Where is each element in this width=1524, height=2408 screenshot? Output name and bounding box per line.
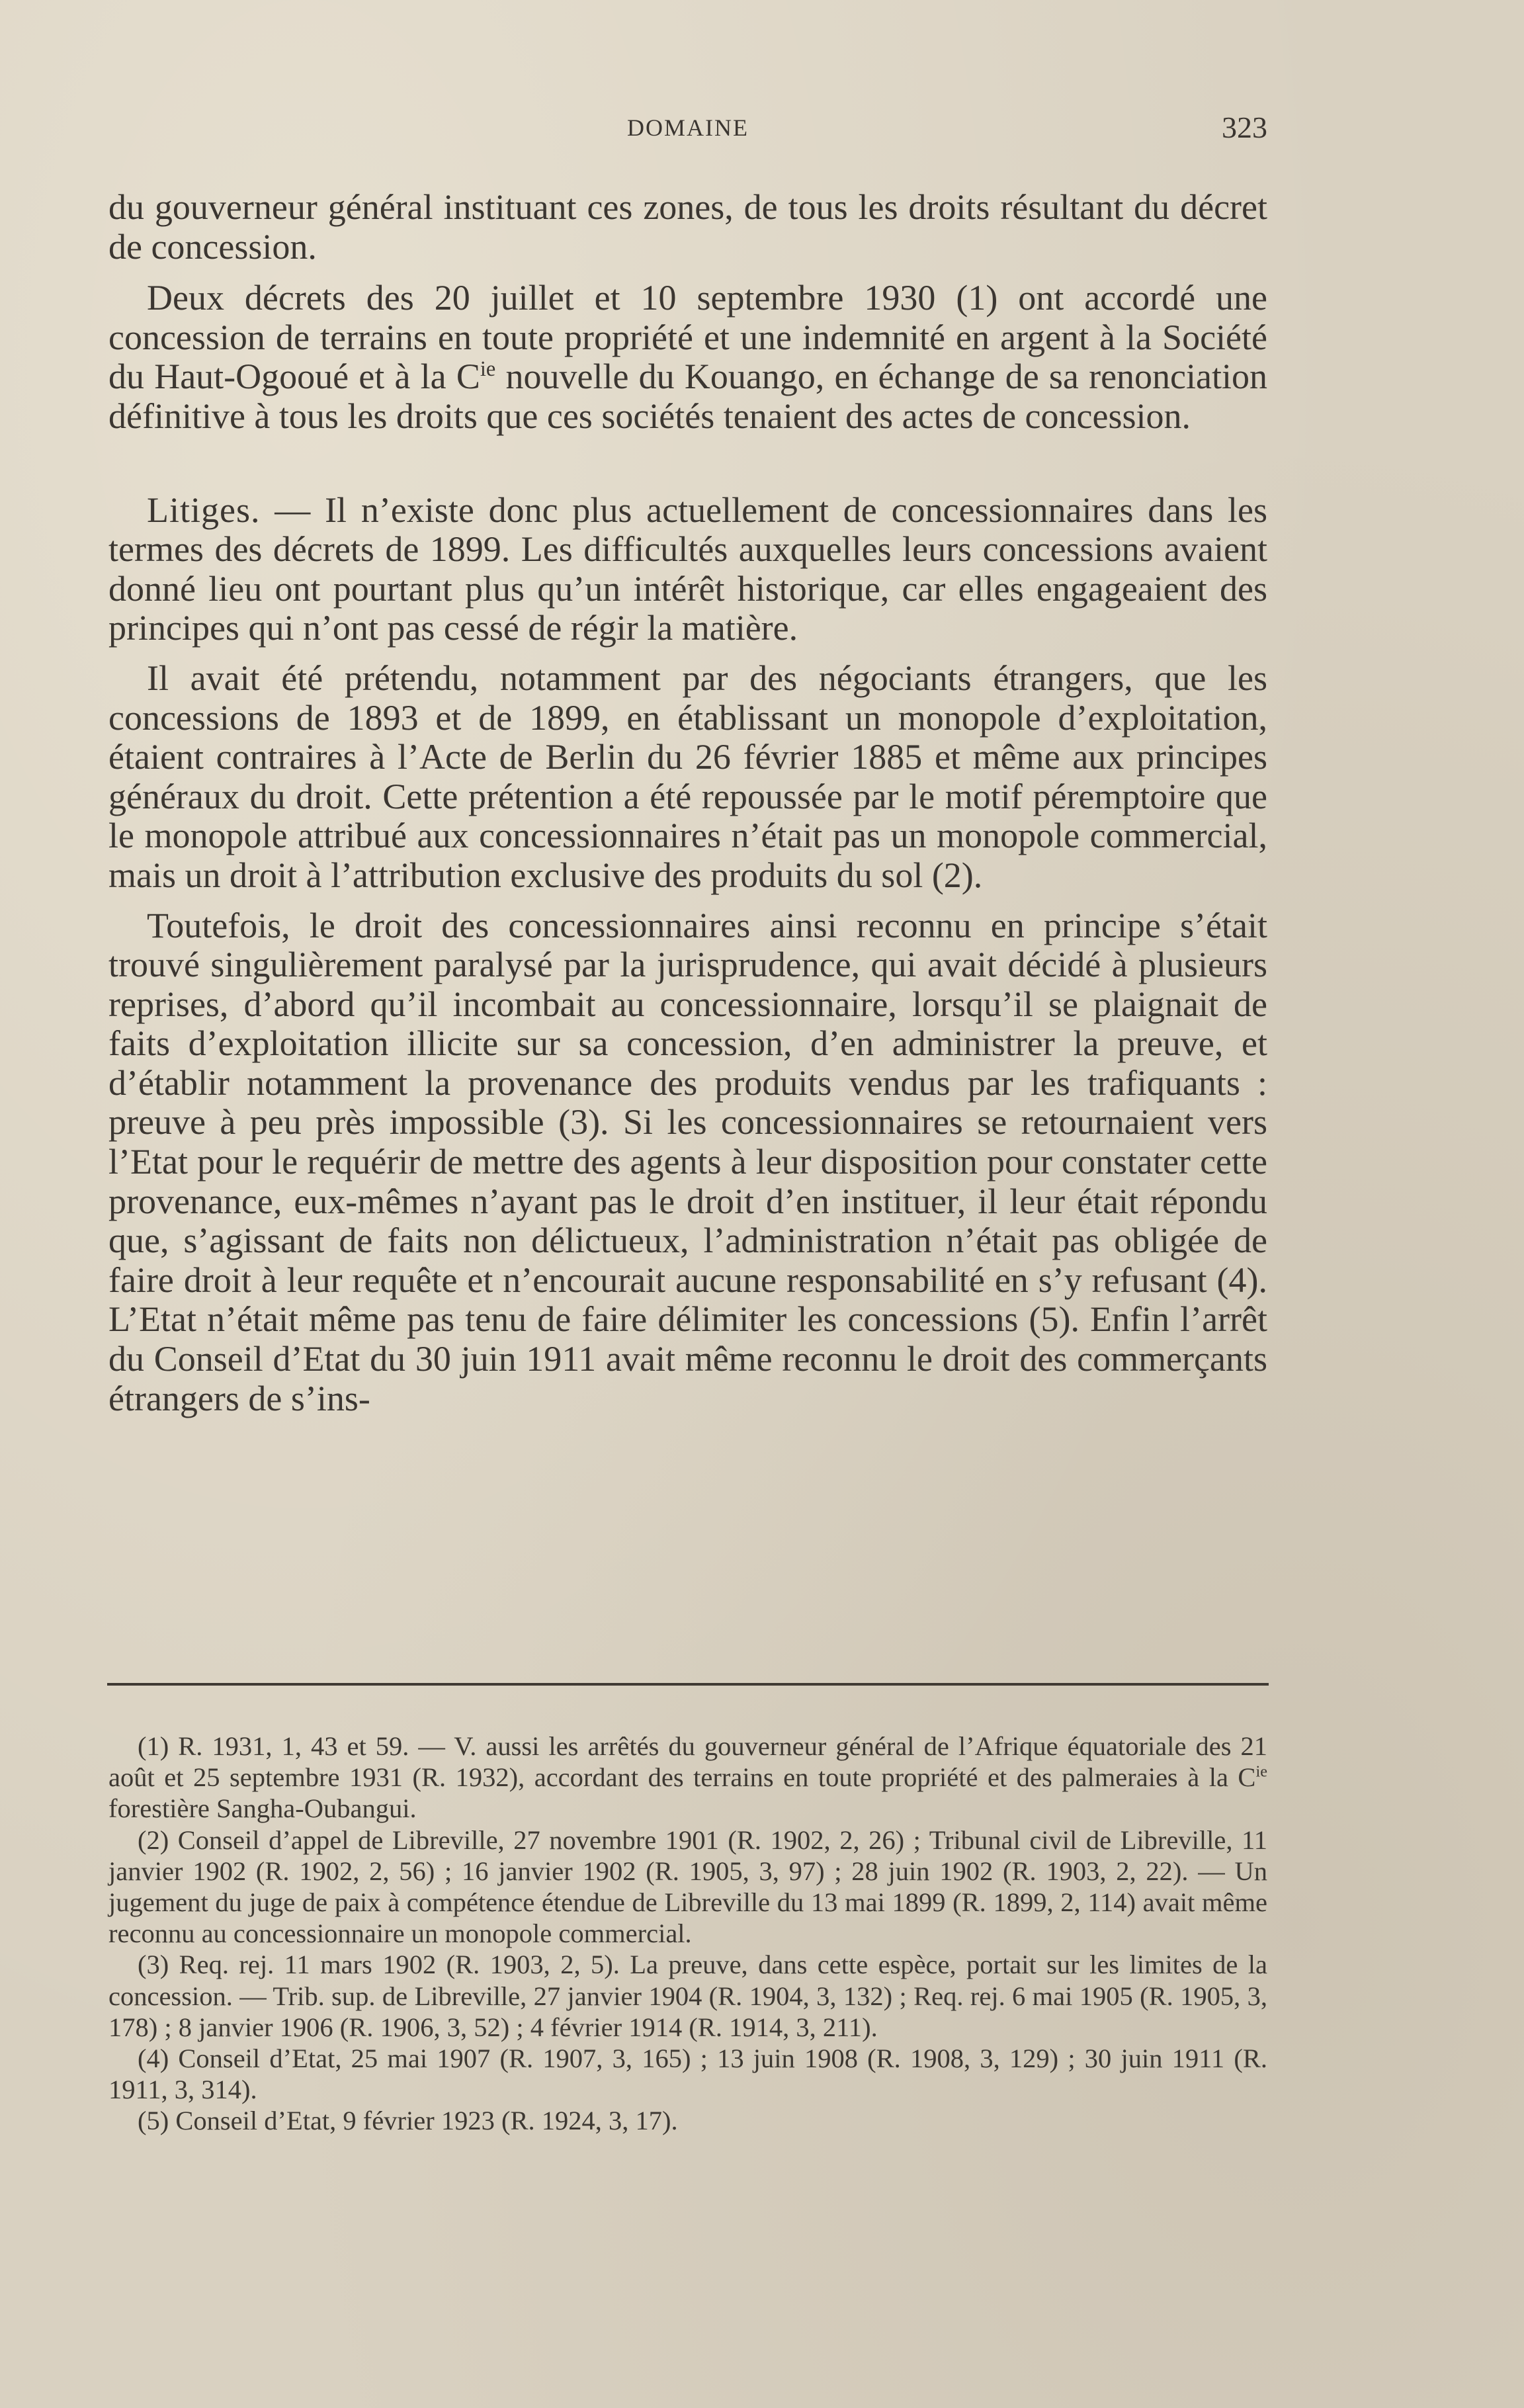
paragraph-text: Toutefois, le droit des concessionnaires ainsi reconnu en principe s’était trouvé singulièrement paralysé par la jurisprudence, qui avait décidé à plusieurs reprises, d’abord qu’il incombait au concessionnaire, lorsqu’il se plaignait de faits d’exploitation illicite sur sa concession, d’en administrer la preuve, et d’établir notamment la provenance des produits vendus par les trafiquants : preuve à peu près impossible (3). Si les concessionnaires se retournaient vers l’Etat pour le requérir de mettre des agents à leur disposition pour constater cette provenance, eux-mêmes n’ayant pas le droit d’en instituer, il leur était répondu que, s’agissant de faits non délictueux, l’administration n’était pas obligée de faire droit à leur requête et n’encourait aucune responsabilité en s’y refusant (4). L’Etat n’était même pas tenu de faire délimiter les concessions (5). Enfin l’arrêt du Conseil d’Etat du 30 juin 1911 avait même reconnu le droit des commerçants étrangers de s’ins- <box>108 905 1267 1418</box>
page-number: 323 <box>1222 110 1267 144</box>
footnote-text: (3) Req. rej. 11 mars 1902 (R. 1903, 2, 5). La preuve, dans cette espèce, portait sur les limites de la concession. — Trib. sup. de Libreville, 27 janvier 1904 (R. 1904, 3, 132) ; Req. rej. 6 mai 1905 (R. 1905, 3, 178) ; 8 janvier 1906 (R. 1906, 3, 52) ; 4 février 1914 (R. 1914, 3, 211). <box>108 1950 1267 2042</box>
footnote-text: (5) Conseil d’Etat, 9 février 1923 (R. 1924, 3, 17). <box>138 2106 678 2136</box>
footnote-separator <box>107 1683 1269 1686</box>
main-text <box>108 188 1267 1418</box>
footnote-2 <box>108 1825 1267 1950</box>
paragraph-text: — Il n’existe donc plus actuellement de concessionnaires dans les termes des décrets de 1899. Les difficultés auxquelles leurs concessions avaient donné lieu ont pourtant plus qu’un intérêt historique, car elles engageaient des principes qui n’ont pas cessé de régir la matière. <box>108 490 1267 648</box>
footnote-text: (4) Conseil d’Etat, 25 mai 1907 (R. 1907, 3, 165) ; 13 juin 1908 (R. 1908, 3, 129) ; 30 juin 1911 (R. 1911, 3, 314). <box>108 2043 1267 2105</box>
running-head: DOMAINE <box>627 114 749 141</box>
paragraph-text: du gouverneur général instituant ces zones, de tous les droits résultant du décret de concession. <box>108 187 1267 267</box>
paragraph <box>108 279 1267 436</box>
footnote-3 <box>108 1949 1267 2043</box>
paragraph-text: Il avait été prétendu, notamment par des négociants étrangers, que les concessions de 1893 et de 1899, en établissant un monopole d’exploitation, étaient contraires à l’Acte de Berlin du 26 février 1885 et même aux principes généraux du droit. Cette prétention a été repoussée par le motif péremptoire que le monopole attribué aux concessionnaires n’était pas un monopole commercial, mais un droit à l’attribution exclusive des produits du sol (2). <box>108 658 1267 895</box>
paragraph <box>108 906 1267 1419</box>
paragraph-litiges <box>108 491 1267 648</box>
page-header <box>108 110 1267 160</box>
paragraph-text-after: nouvelle du Kouango, en échange de sa renonciation définitive à tous les droits que ces sociétés tenaient des actes de concession. <box>108 357 1267 436</box>
paragraph <box>108 659 1267 896</box>
footnote-1 <box>108 1731 1267 1825</box>
section-lead-heading: Litiges. <box>147 490 261 530</box>
footnote-text: (1) R. 1931, 1, 43 et 59. — V. aussi les arrêtés du gouverneur général de l’Afrique équatoriale des 21 août et 25 septembre 1931 (R. 1932), accordant des terrains en toute propriété et des palmeraies à la C <box>108 1731 1267 1793</box>
superscript-abbrev: ie <box>480 357 496 382</box>
footnotes <box>108 1731 1267 2137</box>
footnote-5 <box>108 2105 1267 2136</box>
footnote-4 <box>108 2043 1267 2105</box>
footnote-text: (2) Conseil d’appel de Libreville, 27 novembre 1901 (R. 1902, 2, 26) ; Tribunal civil de Libreville, 11 janvier 1902 (R. 1902, 2, 56) ; 16 janvier 1902 (R. 1905, 3, 97) ; 28 juin 1902 (R. 1903, 2, 22). — Un jugement du juge de paix à compétence étendue de Libreville du 13 mai 1899 (R. 1899, 2, 114) avait même reconnu au concessionnaire un monopole commercial. <box>108 1825 1267 1949</box>
footnote-text-after: forestière Sangha-Oubangui. <box>108 1793 417 1824</box>
paragraph-continuation <box>108 188 1267 267</box>
superscript-abbrev: ie <box>1255 1762 1267 1781</box>
paragraph-text: Deux décrets des 20 juillet et 10 septembre 1930 (1) ont accordé une concession de terrains en toute propriété et une indemnité en argent à la Société du Haut-Ogooué et à la C <box>108 278 1267 397</box>
